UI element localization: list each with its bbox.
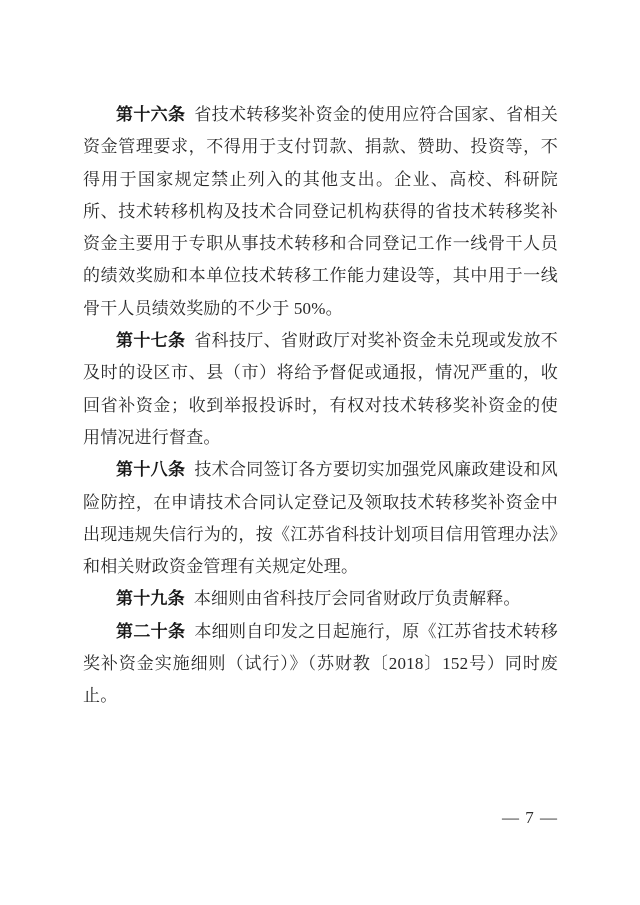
paragraph-article-18 [83, 454, 558, 583]
paragraph-article-20 [83, 616, 558, 713]
paragraph-article-19 [83, 583, 558, 615]
paragraph-article-17 [83, 325, 558, 454]
article-16-text: 省技术转移奖补资金的使用应符合国家、省相关资金管理要求，不得用于支付罚款、捐款、赞助、投资等，不得用于国家规定禁止列入的其他支出。企业、高校、科研院所、技术转移机构及技术合同登记机构获得的省技术转移奖补资金主要用于专职从事技术转移和合同登记工作一线骨干人员的绩效奖励和本单位技术转移工作能力建设等，其中用于一线骨干人员绩效奖励的不少于 50%。 [83, 105, 558, 318]
page-number: — 7 — [502, 808, 558, 827]
article-20-text: 本细则自印发之日起施行，原《江苏省技术转移奖补资金实施细则（试行）》（苏财教〔2018〕152号）同时废止。 [83, 621, 558, 706]
article-18-number: 第十八条 [116, 460, 186, 480]
article-18-text: 技术合同签订各方要切实加强党风廉政建设和风险防控，在申请技术合同认定登记及领取技术转移奖补资金中出现违规失信行为的，按《江苏省科技计划项目信用管理办法》和相关财政资金管理有关规定处理。 [83, 460, 558, 577]
article-19-text: 本细则由省科技厅会同省财政厅负责解释。 [193, 589, 521, 609]
article-19-number: 第十九条 [116, 589, 185, 609]
paragraph-article-16 [83, 99, 558, 325]
article-17-number: 第十七条 [116, 331, 186, 351]
article-16-number: 第十六条 [116, 105, 186, 124]
article-17-text: 省科技厅、省财政厅对奖补资金未兑现或发放不及时的设区市、县（市）将给予督促或通报，情况严重的，收回省补资金；收到举报投诉时，有权对技术转移奖补资金的使用情况进行督查。 [83, 331, 558, 447]
document-body [83, 99, 558, 713]
article-20-number: 第二十条 [116, 621, 186, 641]
